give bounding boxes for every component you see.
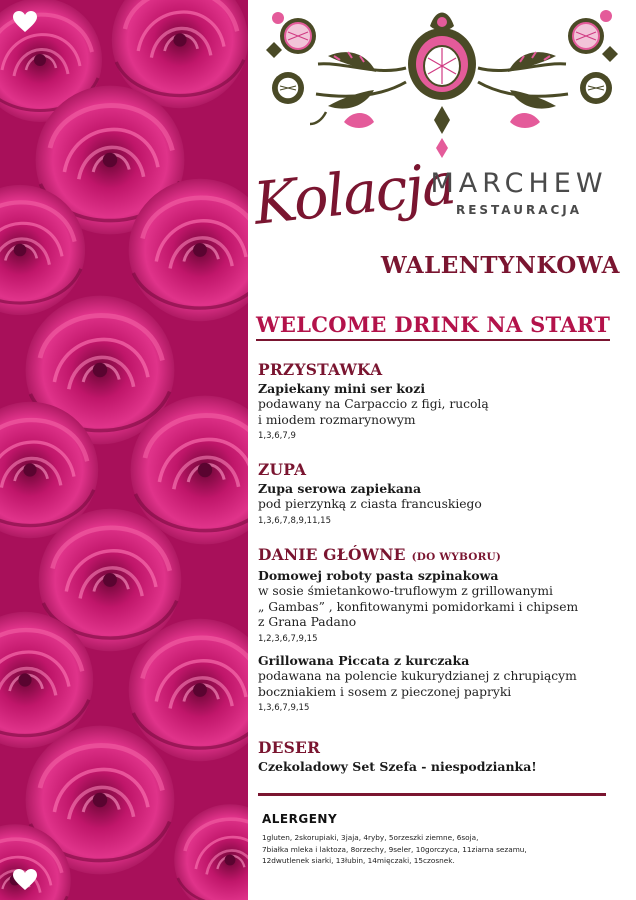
allergens-line: 12dwutlenek siarki, 13łubin, 14mięczaki, 15czosnek. bbox=[262, 856, 455, 865]
dish-allergens: 1,3,6,7,9 bbox=[258, 431, 296, 441]
title-script: Kolacja bbox=[250, 149, 458, 238]
welcome-drink-heading: WELCOME DRINK NA START bbox=[256, 312, 610, 341]
dish-name: Zapiekany mini ser kozi bbox=[258, 381, 426, 396]
dish-description: i miodem rozmarynowym bbox=[258, 412, 416, 427]
section-title: DANIE GŁÓWNE bbox=[258, 545, 406, 564]
dish-description: podawany na Carpaccio z figi, rucolą bbox=[258, 397, 489, 411]
dish-allergens: 1,3,6,7,9,15 bbox=[258, 703, 310, 713]
dish-name: Czekoladowy Set Szefa - niespodzianka! bbox=[258, 759, 537, 774]
dish-allergens: 1,2,3,6,7,9,15 bbox=[258, 633, 318, 644]
heart-icon bbox=[12, 10, 38, 34]
section-title: ZUPA bbox=[258, 460, 307, 479]
section-title: DESER bbox=[258, 738, 321, 757]
title-main: WALENTYNKOWA bbox=[380, 252, 620, 279]
dish-piccata bbox=[258, 652, 577, 716]
folk-ornament-icon bbox=[256, 2, 628, 162]
brand-name: MARCHEW bbox=[430, 168, 608, 199]
roses-illustration bbox=[0, 0, 248, 900]
heart-icon bbox=[12, 868, 38, 892]
dish-description: pod pierzynką z ciasta francuskiego bbox=[258, 497, 482, 511]
dish-description: podawana na polencie kukurydzianej z chrupiącym bbox=[258, 669, 577, 683]
dish-name: Zupa serowa zapiekana bbox=[258, 481, 422, 496]
dish-description: w sosie śmietankowo-truflowym z grillowanymi bbox=[258, 584, 553, 598]
section-title-row bbox=[258, 545, 578, 567]
restaurant-logo bbox=[424, 168, 614, 217]
allergens-title: ALERGENY bbox=[262, 812, 338, 826]
dish-name: Domowej roboty pasta szpinakowa bbox=[258, 568, 499, 583]
allergens-line: 1gluten, 2skorupiaki, 3jaja, 4ryby, 5orzeszki ziemne, 6soja, bbox=[262, 833, 479, 842]
menu-panel bbox=[248, 0, 636, 900]
dish-description: z Grana Padano bbox=[258, 615, 357, 629]
section-title: PRZYSTAWKA bbox=[258, 360, 383, 379]
dish-allergens: 1,3,6,7,8,9,11,15 bbox=[258, 515, 331, 526]
dish-name: Grillowana Piccata z kurczaka bbox=[258, 653, 470, 668]
allergens-legend bbox=[262, 812, 622, 867]
roses-image bbox=[0, 0, 248, 900]
dish-description: „ Gambas” , konfitowanymi pomidorkami i chipsem bbox=[258, 599, 579, 614]
divider bbox=[258, 793, 606, 796]
brand-subtitle: RESTAURACJA bbox=[455, 203, 583, 217]
allergens-line: 7białka mleka i laktoza, 8orzechy, 9seler, 10gorczyca, 11ziarna sezamu, bbox=[262, 844, 527, 854]
section-note: (DO WYBORU) bbox=[411, 551, 502, 563]
section-danie-glowne bbox=[258, 545, 578, 647]
dish-description: boczniakiem i sosem z pieczonej papryki bbox=[258, 684, 512, 699]
section-deser bbox=[258, 738, 537, 775]
section-zupa bbox=[258, 460, 482, 529]
section-przystawka bbox=[258, 360, 489, 444]
